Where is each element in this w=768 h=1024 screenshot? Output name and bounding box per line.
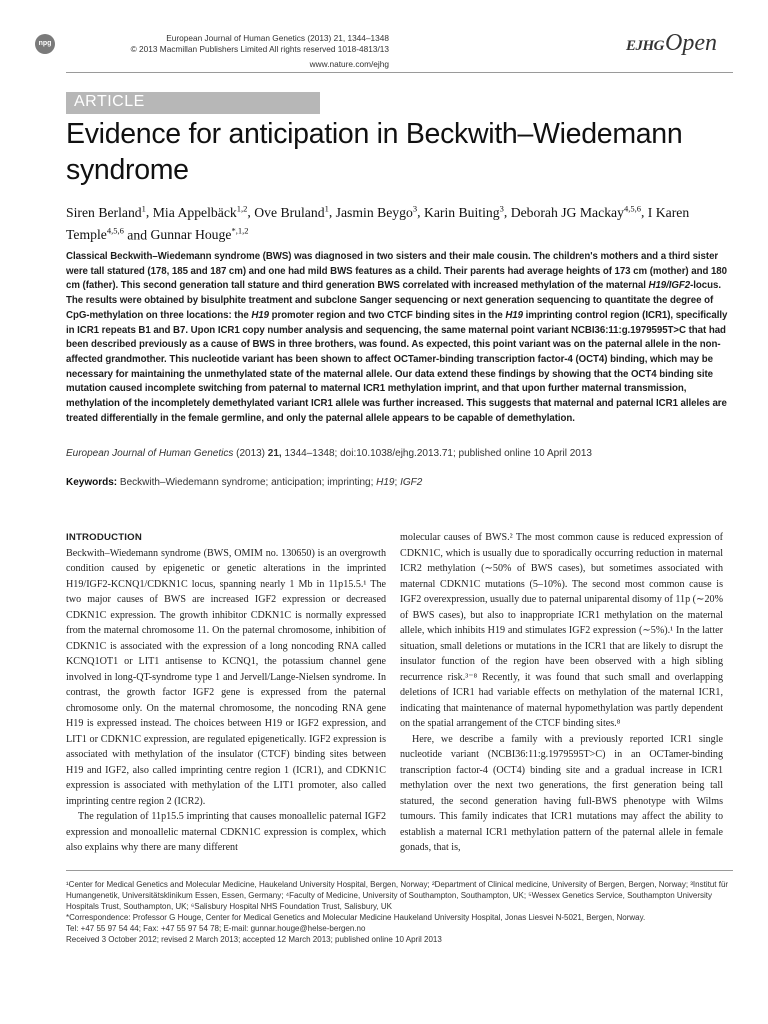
author-name: Deborah JG Mackay	[510, 204, 624, 220]
brand-ejhg: EJHG	[626, 38, 665, 54]
keyword-igf2: IGF2	[400, 477, 423, 488]
author-affiliation: 1,2	[236, 203, 248, 213]
citation-year: (2013)	[236, 448, 266, 459]
ejhg-open-logo	[626, 30, 717, 57]
affiliations: ¹Center for Medical Genetics and Molecular Medicine, Haukeland University Hospital, Bergen, Norway; ²Department of Clinical medicine, University of Bergen, Bergen, Norway; ³Institut für Humangenetik, Universitätsklinikum Essen, Essen, Germany; ⁴Faculty of Medicine, University of Southampton, Southampton, UK; ⁵Wessex Genetics Service, Southampton University Hospitals Trust, Southampton, UK; ⁶Salisbury Hospital NHS Foundation Trust, Salisbury, UK	[66, 880, 729, 911]
journal-url[interactable]: www.nature.com/ejhg	[309, 59, 389, 69]
abstract-gene: H19/IGF2	[648, 280, 691, 292]
journal-citation-line: European Journal of Human Genetics (2013) 21, 1344–1348	[166, 33, 389, 43]
keywords-text: Beckwith–Wiedemann syndrome; anticipation; imprinting;	[119, 477, 377, 488]
article-title: Evidence for anticipation in Beckwith–Wiedemann syndrome	[66, 118, 683, 186]
body-column-right	[400, 530, 723, 856]
correspondence: *Correspondence: Professor G Houge, Center for Medical Genetics and Molecular Medicine Haukeland University Hospital, Jonas Liesvei N-5021, Bergen, Norway.	[66, 912, 646, 922]
author-name: I Karen Temple	[66, 204, 690, 243]
author-affiliation: *,1,2	[231, 225, 249, 236]
author-name: Siren Berland	[66, 204, 142, 220]
author-affiliation: 4,5,6	[106, 225, 124, 236]
citation-rest: 1344–1348; doi:10.1038/ejhg.2013.71; published online 10 April 2013	[284, 448, 592, 459]
author-name: Ove Bruland	[254, 204, 325, 220]
abstract-gene: H19	[251, 309, 269, 321]
npg-logo: npg	[35, 34, 55, 54]
author	[336, 205, 417, 220]
author-affiliation: 1	[324, 203, 329, 213]
footnotes	[66, 880, 736, 945]
body-paragraph: The regulation of 11p15.5 imprinting that causes monoallelic paternal IGF2 expression and monoallelic maternal CDKN1C expression is complex, which also explains why there are many different	[66, 811, 386, 853]
author-name: Mia Appelbäck	[152, 204, 237, 220]
author	[150, 227, 248, 242]
author	[511, 205, 641, 220]
brand-open: Open	[665, 30, 717, 56]
author-name: Karin Buiting	[423, 204, 500, 220]
author-list: Siren Berland$^1$, Mia Appelbäck$^{1,2}$, Ove Bruland$^1$, Jasmin Beygo$^3$, Karin Buiting$^3$, Deborah JG Mackay$^{4,5,6}$, I Karen Temple$^{4,5,6}$ and Gunnar Houge$^{*,1,2}$	[66, 203, 690, 243]
keywords-separator: ;	[394, 477, 401, 488]
section-heading-introduction: INTRODUCTION	[66, 532, 142, 543]
article-type-label: ARTICLE	[74, 93, 145, 110]
abstract-text: Classical Beckwith–Wiedemann syndrome (BWS) was diagnosed in two sisters and their male cousin. The children's mothers and a third sister were tall statured (178, 185 and 187 cm) and one had mild BWS features as a child. Their parents had average heights of 173 cm (mother) and 180 cm (father). This second generation tall stature and third generation BWS correlated with increased methylation of the maternal	[66, 251, 727, 292]
keywords	[66, 477, 736, 488]
author-affiliation: 1	[141, 203, 146, 213]
author-affiliation: 3	[499, 203, 504, 213]
keywords-label: Keywords:	[66, 477, 118, 488]
author	[153, 205, 248, 220]
abstract-text: promoter region and two CTCF binding sites in the	[268, 309, 506, 321]
contact-info[interactable]: Tel: +47 55 97 54 44; Fax: +47 55 97 54 78; E-mail: gunnar.houge@helse-bergen.no	[66, 923, 366, 933]
header-divider	[66, 72, 733, 73]
copyright-line: © 2013 Macmillan Publishers Limited All rights reserved 1018-4813/13	[130, 44, 389, 54]
author	[254, 205, 329, 220]
author-affiliation: 3	[412, 203, 418, 213]
author	[424, 205, 504, 220]
author-name: Gunnar Houge	[150, 227, 232, 243]
received-dates: Received 3 October 2012; revised 2 March 2013; accepted 12 March 2013; published online 10 April 2013	[66, 934, 442, 944]
citation-volume: 21,	[267, 448, 282, 459]
keyword-h19: H19	[376, 477, 395, 488]
citation-line	[66, 448, 736, 459]
author-name: Jasmin Beygo	[335, 204, 413, 220]
abstract	[66, 250, 734, 426]
body-paragraph: Beckwith–Wiedemann syndrome (BWS, OMIM no. 130650) is an overgrowth condition caused by epigenetic or genetic alterations in the imprinted H19/IGF2-KCNQ1/CDKN1C locus, spanning nearly 1 Mb in 11p15.5.¹ The two major causes of BWS are increased IGF2 expression or decreased CDKN1C expression. The growth inhibitor CDKN1C is normally expressed from the maternal chromosome 11. On the paternal chromosome, inhibition of CDKN1C is associated with the expression of a long noncoding RNA called KCNQ1OT1 or LIT1 antisense to KCNQ1, the potassium channel gene involved in long-QT-syndrome type 1 and Jervell/Lange-Nielsen syndrome. In contrast, the growth factor IGF2 gene is expressed from the paternal chromosome only. On the maternal chromosome, the noncoding RNA gene H19 is expressed instead. The choices between H19 or IGF2 expression, and LIT1 or CDKN1C expression, are regulated epigenetically. IGF2 expression is associated with methylation of the insulator (CTCF) binding sites between H19 and IGF2, also called imprinting centre region 1 (ICR1), and CDKN1C expression is associated with methylation of the LIT1 promoter, also called imprinting centre region 2 (ICR2).	[66, 547, 386, 807]
citation-journal: European Journal of Human Genetics	[66, 448, 234, 459]
abstract-text: -locus. The results were obtained by bisulphite treatment and subclone Sanger sequencing or next generation sequencing to quantitate the degree of CpG-methylation on three locations: the	[66, 280, 721, 321]
abstract-gene: H19	[505, 309, 523, 321]
author	[66, 205, 146, 220]
body-paragraph: Here, we describe a family with a previously reported ICR1 single nucleotide variant (NCBI36:11:g.1979595T>C) in an OCTamer-binding transcription factor-4 (OCT4) binding site and a gradual increase in ICR1 methylation over the next two generations, the first generation being tall statured, the second generation having full-BWS phenotype with Wilms tumours. This family indicates that ICR1 mutations may affect the ability to establish a maternal ICR1 methylation pattern of the paternal allele in female gonads, that is,	[400, 733, 723, 853]
body-paragraph: molecular causes of BWS.² The most common cause is reduced expression of CDKN1C, which is usually due to sporadically occurring reduction in maternal ICR2 methylation (∼50% of BWS cases), but sometimes associated with maternal CDKN1C mutations (5–10%). The second most common cause is IGF2 overexpression, usually due to paternal uniparental disomy of 11p (∼20% of BWS cases), but also to inappropriate ICR1 methylation on the maternal allele, which inhibits H19 and stimulates IGF2 expression (∼5%).¹ In the latter situation, small deletions or mutations in the ICR1 that are likely to disrupt the insulator function of the region have been observed with a high sibling recurrence risk.³⁻⁸ Recently, it was found that such small and overlapping deletions of ICR1 had variable effects on methylation of the maternal ICR1, indicating that maintenance of maternal hypomethylation was partly dependent on the spatial arrangement of the CTCF binding sites.⁸	[400, 532, 723, 729]
abstract-text: imprinting control region (ICR1), specifically in ICR1 repeats B1 and B7. Upon ICR1 copy number analysis and sequencing, the same maternal point variant NCBI36:11:g.1979595T>C that had been described previously as a cause of BWS in three brothers, was found. As expected, this point variant was on the paternal allele in the non-affected grandmother. This nucleotide variant has been shown to affect OCTamer-binding transcription factor-4 (OCT4) binding, which may be necessary for maintaining the unmethylated state of the maternal allele. Our data extend these findings by showing that the OCT4 binding site mutation caused incomplete switching from paternal to maternal ICR1 methylation imprint, and that upon further maternal transmission, methylation of the incompletely demethylated variant ICR1 allele was further increased. This suggests that maternal and paternal ICR1 alleles are treated differentially in the female germline, and only the paternal allele appears to be capable of demethylation.	[66, 309, 728, 424]
author-affiliation: 4,5,6	[623, 203, 641, 213]
body-column-left	[66, 530, 386, 856]
footnote-divider	[66, 870, 733, 871]
